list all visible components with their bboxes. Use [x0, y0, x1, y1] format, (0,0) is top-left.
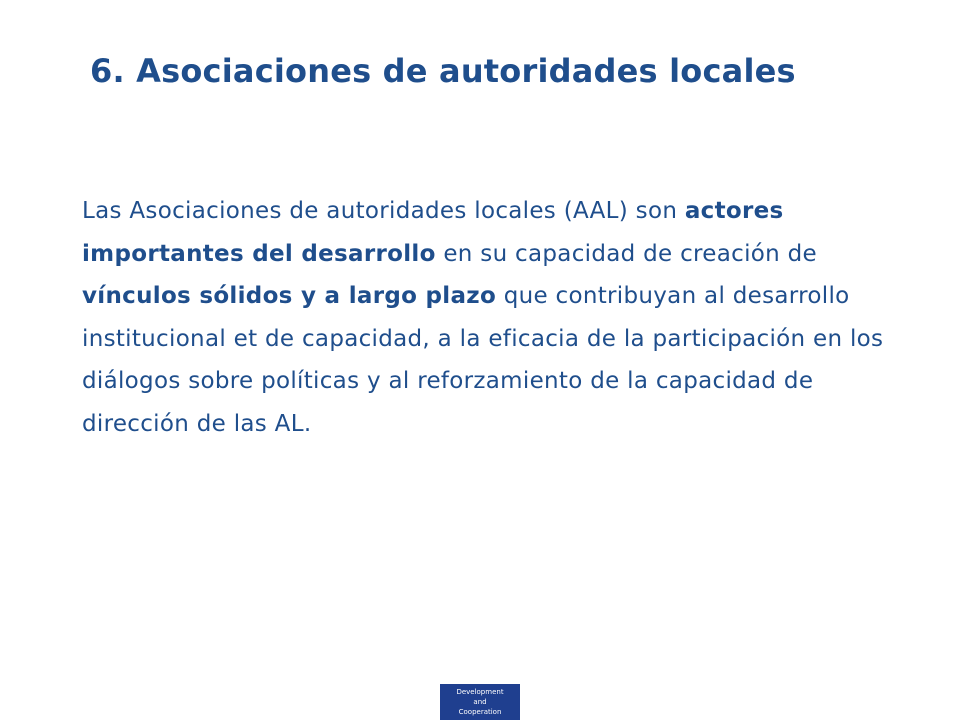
development-cooperation-logo: [440, 684, 520, 720]
slide-title: 6. Asociaciones de autoridades locales: [90, 52, 796, 90]
slide-body-paragraph: [82, 190, 922, 445]
body-bold-segment: actores importantes del desarrollo: [82, 198, 784, 267]
logo-line-development: Development: [456, 688, 504, 696]
body-bold-segment: vínculos sólidos y a largo plazo: [82, 283, 497, 309]
body-text-segment: en su capacidad de creación de: [435, 240, 817, 267]
body-text-segment: que contribuyan al desarrollo institucional et de capacidad, a la eficacia de la participación en los diálogos sobre políticas y al reforzamiento de la capacidad de dirección de las AL.: [82, 283, 884, 437]
body-text-segment: Las Asociaciones de autoridades locales (AAL) son: [82, 198, 685, 224]
logo-line-cooperation: Cooperation: [458, 708, 502, 716]
logo-line-and: and: [473, 698, 487, 706]
